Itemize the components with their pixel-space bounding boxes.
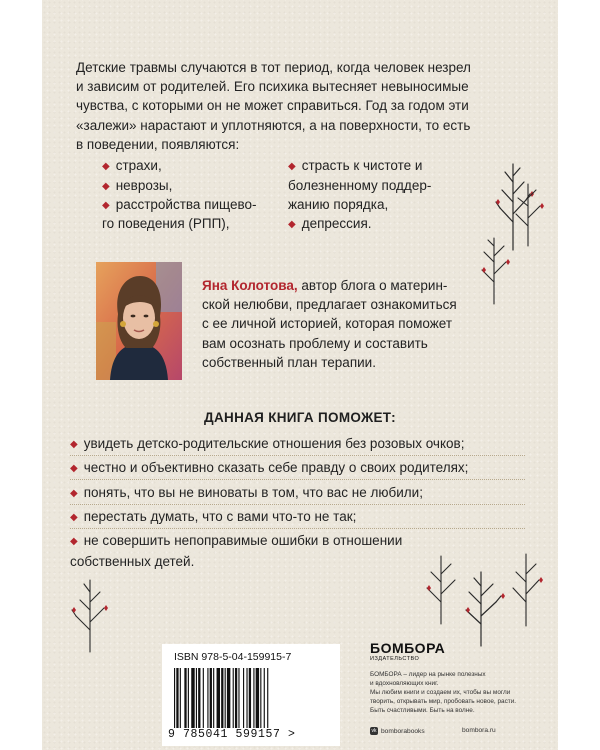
symptom-text: неврозы, (115, 178, 173, 193)
author-portrait-illustration (96, 262, 182, 380)
barcode-bar (267, 668, 268, 728)
symptom-item (288, 156, 422, 177)
barcode-bar (176, 668, 178, 728)
diamond-bullet-icon: ◆ (288, 161, 296, 172)
intro-line: и зависим от родителей. Его психика вытесняет невыносимые (76, 79, 469, 95)
help-item (70, 483, 423, 504)
publisher-line: Быть счастливыми. Быть на волне. (370, 707, 475, 714)
help-text: понять, что вы не виноваты в том, что вас не любили; (83, 485, 423, 500)
diamond-bullet-icon: ◆ (70, 439, 78, 450)
barcode-bar (210, 668, 212, 728)
barcode-bar (184, 668, 186, 728)
barcode-bar (198, 668, 200, 728)
author-bio-line: с ее личной историей, которая поможет (202, 316, 453, 332)
symptom-item (102, 156, 162, 177)
help-text-continued: собственных детей. (70, 554, 195, 569)
help-text: не совершить непоправимые ошибки в отношении (83, 533, 403, 548)
dotted-divider (70, 504, 525, 505)
barcode-bar (260, 668, 261, 728)
isbn-label: ISBN 978-5-04-159915-7 (174, 651, 292, 663)
help-heading: ДАННАЯ КНИГА ПОМОЖЕТ: (204, 410, 396, 425)
publisher-logo: БОМБОРА (370, 640, 446, 656)
dotted-divider (70, 528, 525, 529)
barcode-bar (264, 668, 265, 728)
author-bio (202, 276, 502, 372)
barcode-bar (203, 668, 204, 728)
social-handle: bomborabooks (381, 727, 425, 735)
publisher-line: Мы любим книги и создаем их, чтобы вы могли (370, 689, 511, 696)
help-text: увидеть детско-родительские отношения без розовых очков; (83, 436, 465, 451)
help-item (70, 507, 356, 528)
barcode-bar (180, 668, 181, 728)
help-item (70, 458, 468, 479)
symptom-text: расстройства пищево- (115, 197, 257, 212)
publisher-description (370, 670, 530, 715)
intro-line: в поведении, появляются: (76, 136, 240, 152)
diamond-bullet-icon: ◆ (70, 512, 78, 523)
publisher-line: БОМБОРА – лидер на рынке полезных (370, 671, 486, 678)
barcode-bar (221, 668, 223, 728)
symptom-text: страхи, (115, 158, 162, 173)
dotted-divider (70, 455, 525, 456)
intro-paragraph (76, 58, 516, 154)
publisher-logo-subtitle: ИЗДАТЕЛЬСТВО (370, 656, 420, 662)
author-bio-line: собственный план терапии. (202, 354, 376, 370)
author-photo (96, 262, 182, 380)
diamond-bullet-icon: ◆ (70, 536, 78, 547)
diamond-bullet-icon: ◆ (102, 200, 110, 211)
symptom-text-continued: го поведения (РПП), (102, 216, 230, 231)
barcode-bar (191, 668, 194, 728)
intro-line: чувства, с которыми он не может справиться. Год за годом эти (76, 98, 469, 114)
symptom-text: страсть к чистоте и (301, 158, 423, 173)
vk-icon: vk (371, 728, 377, 734)
diamond-bullet-icon: ◆ (288, 219, 296, 230)
diamond-bullet-icon: ◆ (70, 488, 78, 499)
tree-illustration-icon (506, 176, 550, 248)
publisher-social (370, 727, 425, 735)
barcode-bar (243, 668, 244, 728)
book-back-cover (42, 0, 558, 750)
intro-line: Детские травмы случаются в тот период, когда человек незрел (76, 60, 471, 75)
author-bio-text: автор блога о материн- (297, 278, 448, 293)
barcode-bar (174, 668, 175, 728)
dotted-divider (70, 479, 525, 480)
tree-illustration-icon (68, 570, 112, 654)
barcode-bar (188, 668, 189, 728)
barcode-bar (213, 668, 214, 728)
barcode-bar (249, 668, 251, 728)
help-item (70, 531, 402, 552)
author-bio-line: вам осознать проблему и составить (202, 335, 428, 351)
diamond-bullet-icon: ◆ (70, 463, 78, 474)
publisher-website: bombora.ru (462, 727, 496, 734)
barcode-bar (235, 668, 237, 728)
symptom-text: депрессия. (301, 216, 372, 231)
help-item (70, 434, 464, 455)
barcode-bar (225, 668, 226, 728)
barcode-bar (196, 668, 197, 728)
author-bio-line (202, 276, 502, 295)
diamond-bullet-icon: ◆ (102, 161, 110, 172)
barcode-bar (253, 668, 254, 728)
barcode-bar (227, 668, 230, 728)
author-bio-line: ской нелюбви, предлагает ознакомиться (202, 297, 457, 313)
author-name: Яна Колотова, (202, 278, 298, 293)
barcode-bars (174, 668, 328, 728)
intro-line: «залежи» нарастают и уплотняются, а на поверхности, то есть (76, 117, 471, 133)
barcode-bar (246, 668, 247, 728)
barcode-bar (256, 668, 259, 728)
barcode-bar (238, 668, 239, 728)
tree-illustration-icon (504, 544, 548, 628)
symptom-item (288, 214, 372, 235)
diamond-bullet-icon: ◆ (102, 181, 110, 192)
symptom-text-continued: болезненному поддер- (288, 178, 432, 193)
barcode-number: 9 785041 599157 > (168, 728, 296, 741)
symptom-text-continued: жанию порядка, (288, 197, 389, 212)
tree-illustration-icon (456, 564, 506, 648)
barcode-bar (207, 668, 208, 728)
barcode-bar (217, 668, 220, 728)
publisher-line: и вдохновляющих книг. (370, 680, 439, 687)
barcode-bar (233, 668, 234, 728)
help-text: перестать думать, что с вами что-то не так; (83, 509, 357, 524)
help-text: честно и объективно сказать себе правду о своих родителях; (83, 460, 469, 475)
barcode-box (162, 644, 340, 746)
publisher-line: творить, открывать мир, пробовать новое, расти. (370, 698, 517, 705)
